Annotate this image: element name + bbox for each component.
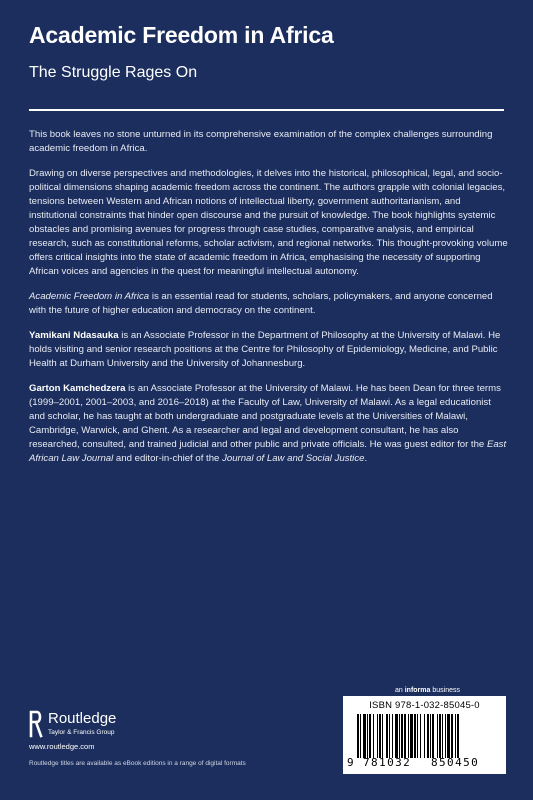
blurb-paragraph-3-text: is an essential read for students, scholars, policymakers, and anyone concerned with the future of higher education and democracy on the continent.	[29, 291, 493, 316]
barcode-bar	[457, 714, 459, 758]
isbn-barcode	[343, 696, 506, 774]
author-name-1: Yamikani Ndasauka	[29, 330, 119, 341]
barcode-bar	[399, 714, 400, 758]
barcode-bar	[424, 714, 425, 758]
barcode-bar	[367, 714, 368, 758]
barcode-bar	[408, 714, 409, 758]
informa-business-label	[395, 687, 460, 694]
author-name-2: Garton Kamchedzera	[29, 383, 126, 394]
barcode-bar	[445, 714, 446, 758]
barcode-bar	[451, 714, 453, 758]
barcode-bar	[420, 714, 421, 758]
publisher-group: Taylor & Francis Group	[48, 729, 115, 736]
barcode-bar	[369, 714, 371, 758]
barcode-bar	[439, 714, 441, 758]
barcode-bar	[442, 714, 443, 758]
routledge-r-icon	[29, 710, 43, 738]
barcode-bar	[382, 714, 383, 758]
barcode-bar	[377, 714, 378, 758]
book-subtitle: The Struggle Rages On	[29, 64, 198, 81]
publisher-website[interactable]: www.routledge.com	[29, 742, 95, 751]
blurb-text	[29, 128, 509, 477]
barcode-bar	[427, 714, 429, 758]
barcode-bar	[414, 714, 416, 758]
barcode-bar	[401, 714, 403, 758]
divider-rule	[29, 109, 504, 111]
barcode-icon	[357, 714, 493, 758]
isbn-number: ISBN 978-1-032-85045-0	[369, 700, 480, 711]
barcode-bar	[410, 714, 413, 758]
journal-name-1: East African Law Journal	[29, 439, 507, 464]
barcode-digits-right: 850450	[431, 756, 480, 769]
barcode-bar	[455, 714, 456, 758]
barcode-bar	[360, 714, 361, 758]
barcode-bar	[379, 714, 381, 758]
author-bio-2-mid: and editor-in-chief of the	[113, 453, 223, 464]
barcode-bar	[430, 714, 431, 758]
barcode-bar	[389, 714, 390, 758]
informa-suffix: business	[430, 687, 460, 694]
informa-bold: informa	[404, 687, 431, 694]
routledge-logo	[29, 710, 149, 740]
ebook-note: Routledge titles are available as eBook editions in a range of digital formats	[29, 760, 246, 767]
author-bio-2-text: is an Associate Professor at the University of Malawi. He has been Dean for three terms (1999–2001, 2001–2003, and 2016–2018) at the Faculty of Law, University of Malawi. As a legal educationist and scholar, he has taught at both undergraduate and postgraduate levels at the Universities of Malawi, Cambridge, Warwick, and Ghent. As a researcher and legal and development consultant, he has also researched, consulted, and trained judicial and other public and private officials. He was guest editor for the	[29, 383, 501, 450]
blurb-title-italic: Academic Freedom in Africa	[29, 291, 150, 302]
barcode-bar	[437, 714, 438, 758]
barcode-bar	[373, 714, 374, 758]
barcode-bar	[392, 714, 393, 758]
journal-name-2: Journal of Law and Social Justice	[222, 453, 365, 464]
barcode-digit-first: 9	[347, 756, 354, 769]
barcode-bar	[404, 714, 406, 758]
barcode-bar	[447, 714, 450, 758]
author-bio-2-end: .	[364, 453, 368, 464]
informa-prefix: an	[395, 687, 405, 694]
publisher-name: Routledge	[48, 710, 117, 727]
barcode-bar	[386, 714, 388, 758]
barcode-bar	[417, 714, 418, 758]
barcode-bar	[395, 714, 398, 758]
barcode-digits-left: 781032	[363, 756, 412, 769]
author-bio-1-text: is an Associate Professor in the Department of Philosophy at the University of Malawi. He holds visiting and senior research positions at the Centre for Philosophy of Epidemiology, Medicine, and Public Health at Durham University and the University of Johannesburg.	[29, 330, 501, 369]
book-title: Academic Freedom in Africa	[29, 22, 334, 48]
barcode-bar	[432, 714, 434, 758]
barcode-bar	[363, 714, 366, 758]
author-bio-1	[29, 329, 509, 371]
blurb-paragraph-3	[29, 290, 509, 318]
blurb-paragraph-1: This book leaves no stone unturned in its comprehensive examination of the complex challenges surrounding academic freedom in Africa.	[29, 129, 493, 154]
barcode-bar	[357, 714, 359, 758]
blurb-paragraph-2: Drawing on diverse perspectives and methodologies, it delves into the historical, philosophical, legal, and socio-political dimensions shaping academic freedom across the continent. The authors grapple with colonial legacies, tensions between Western and African notions of intellectual liberty, government authoritarianism, and institutional constraints that hinder open discourse and the pursuit of knowledge. The book highlights systemic obstacles and promising avenues for progress through case studies, comparative analysis, and empirical research, such as constitutional reforms, scholar activism, and regional networks. This thought-provoking volume offers critical insights into the state of academic freedom in Africa, emphasising the necessity of supporting African voices and agencies in the quest for meaningful intellectual autonomy.	[29, 168, 508, 277]
author-bio-2	[29, 382, 509, 466]
